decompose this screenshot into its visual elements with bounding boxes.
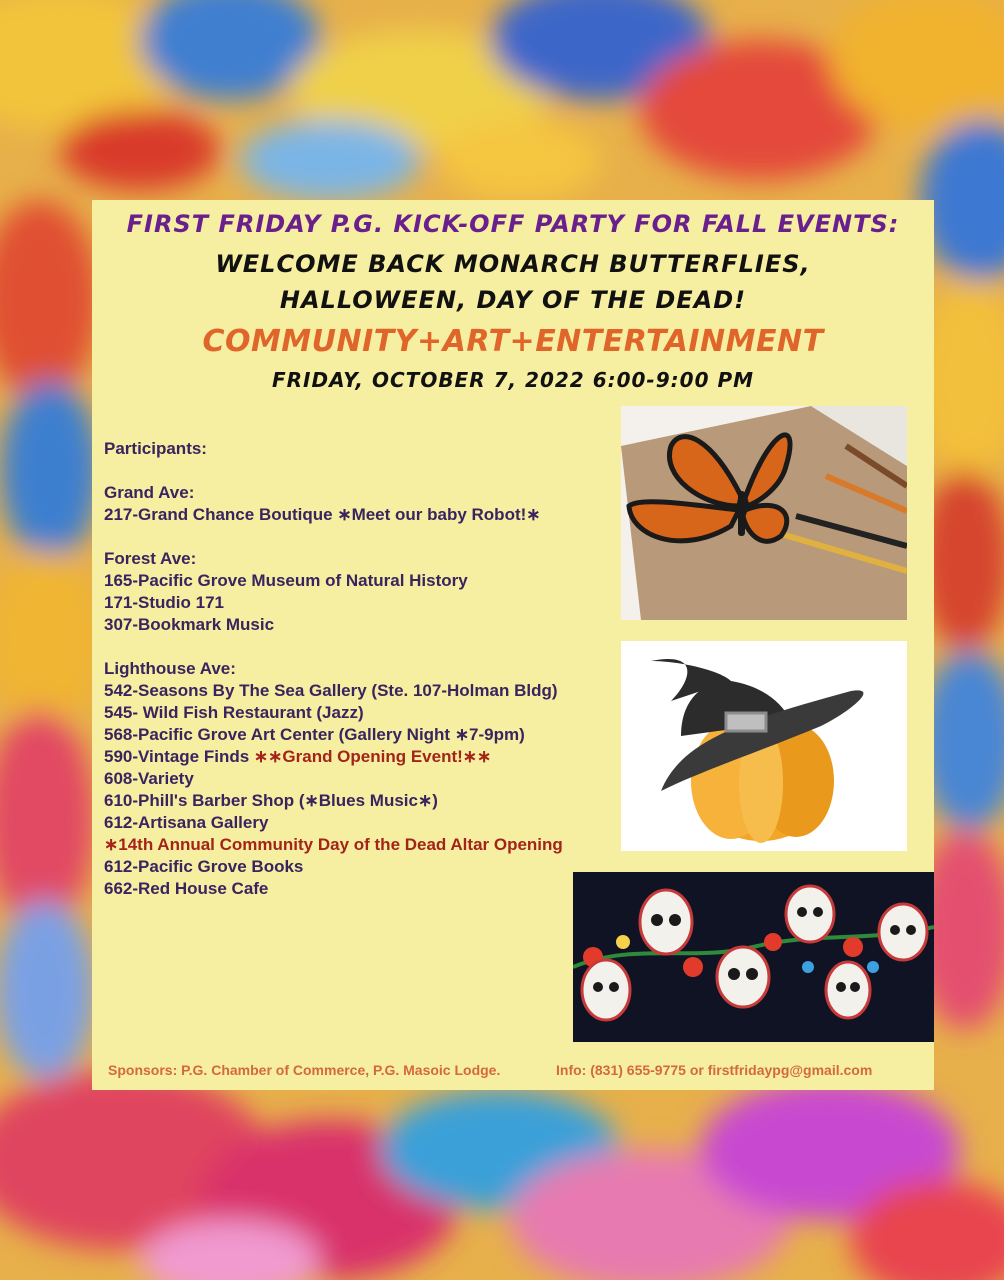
altar-opening-highlight: ∗14th Annual Community Day of the Dead Altar Opening — [104, 835, 563, 854]
list-item: 610-Phill's Barber Shop (∗Blues Music∗) — [104, 791, 438, 810]
list-item: 612-Artisana Gallery — [104, 813, 269, 832]
list-item: 307-Bookmark Music — [104, 615, 275, 634]
event-date-time: FRIDAY, OCTOBER 7, 2022 6:00-9:00 PM — [271, 368, 755, 392]
list-item — [104, 834, 624, 856]
title-line-3: HALLOWEEN, DAY OF THE DEAD! — [279, 286, 747, 314]
lighthouse-ave-heading: Lighthouse Ave: — [104, 659, 236, 678]
list-item: 542-Seasons By The Sea Gallery (Ste. 107-Holman Bldg) — [104, 681, 558, 700]
footer — [108, 1062, 928, 1078]
list-item: 545- Wild Fish Restaurant (Jazz) — [104, 703, 364, 722]
list-item: 662-Red House Cafe — [104, 879, 269, 898]
title-line-1: FIRST FRIDAY P.G. KICK-OFF PARTY FOR FALL EVENTS: — [126, 210, 900, 238]
list-item: 590-Vintage Finds ∗∗Grand Opening Event!∗∗ — [104, 747, 492, 766]
list-item: 568-Pacific Grove Art Center (Gallery Night ∗7-9pm) — [104, 725, 525, 744]
participants-heading: Participants: — [104, 439, 207, 458]
list-item: 171-Studio 171 — [104, 593, 224, 612]
list-item: 217-Grand Chance Boutique ∗Meet our baby Robot!∗ — [104, 505, 541, 524]
contact-info: Info: (831) 655-9775 or firstfridaypg@gmail.com — [556, 1062, 873, 1078]
grand-ave-heading: Grand Ave: — [104, 483, 195, 502]
forest-ave-heading: Forest Ave: — [104, 549, 197, 568]
sponsors-text: Sponsors: P.G. Chamber of Commerce, P.G. Masoic Lodge. — [108, 1062, 501, 1078]
sugar-skulls-image — [573, 872, 934, 1042]
tagline: COMMUNITY+ART+ENTERTAINMENT — [202, 324, 824, 359]
list-item: 608-Variety — [104, 769, 194, 788]
list-item: 612-Pacific Grove Books — [104, 857, 304, 876]
monarch-butterfly-image — [621, 406, 907, 620]
poster-panel — [92, 200, 934, 1090]
participants-list — [104, 438, 624, 900]
pumpkin-witch-hat-image — [621, 641, 907, 851]
grand-opening-highlight: ∗∗Grand Opening Event!∗∗ — [253, 747, 492, 766]
title-line-2: WELCOME BACK MONARCH BUTTERFLIES, — [215, 250, 811, 278]
list-item: 165-Pacific Grove Museum of Natural History — [104, 571, 468, 590]
